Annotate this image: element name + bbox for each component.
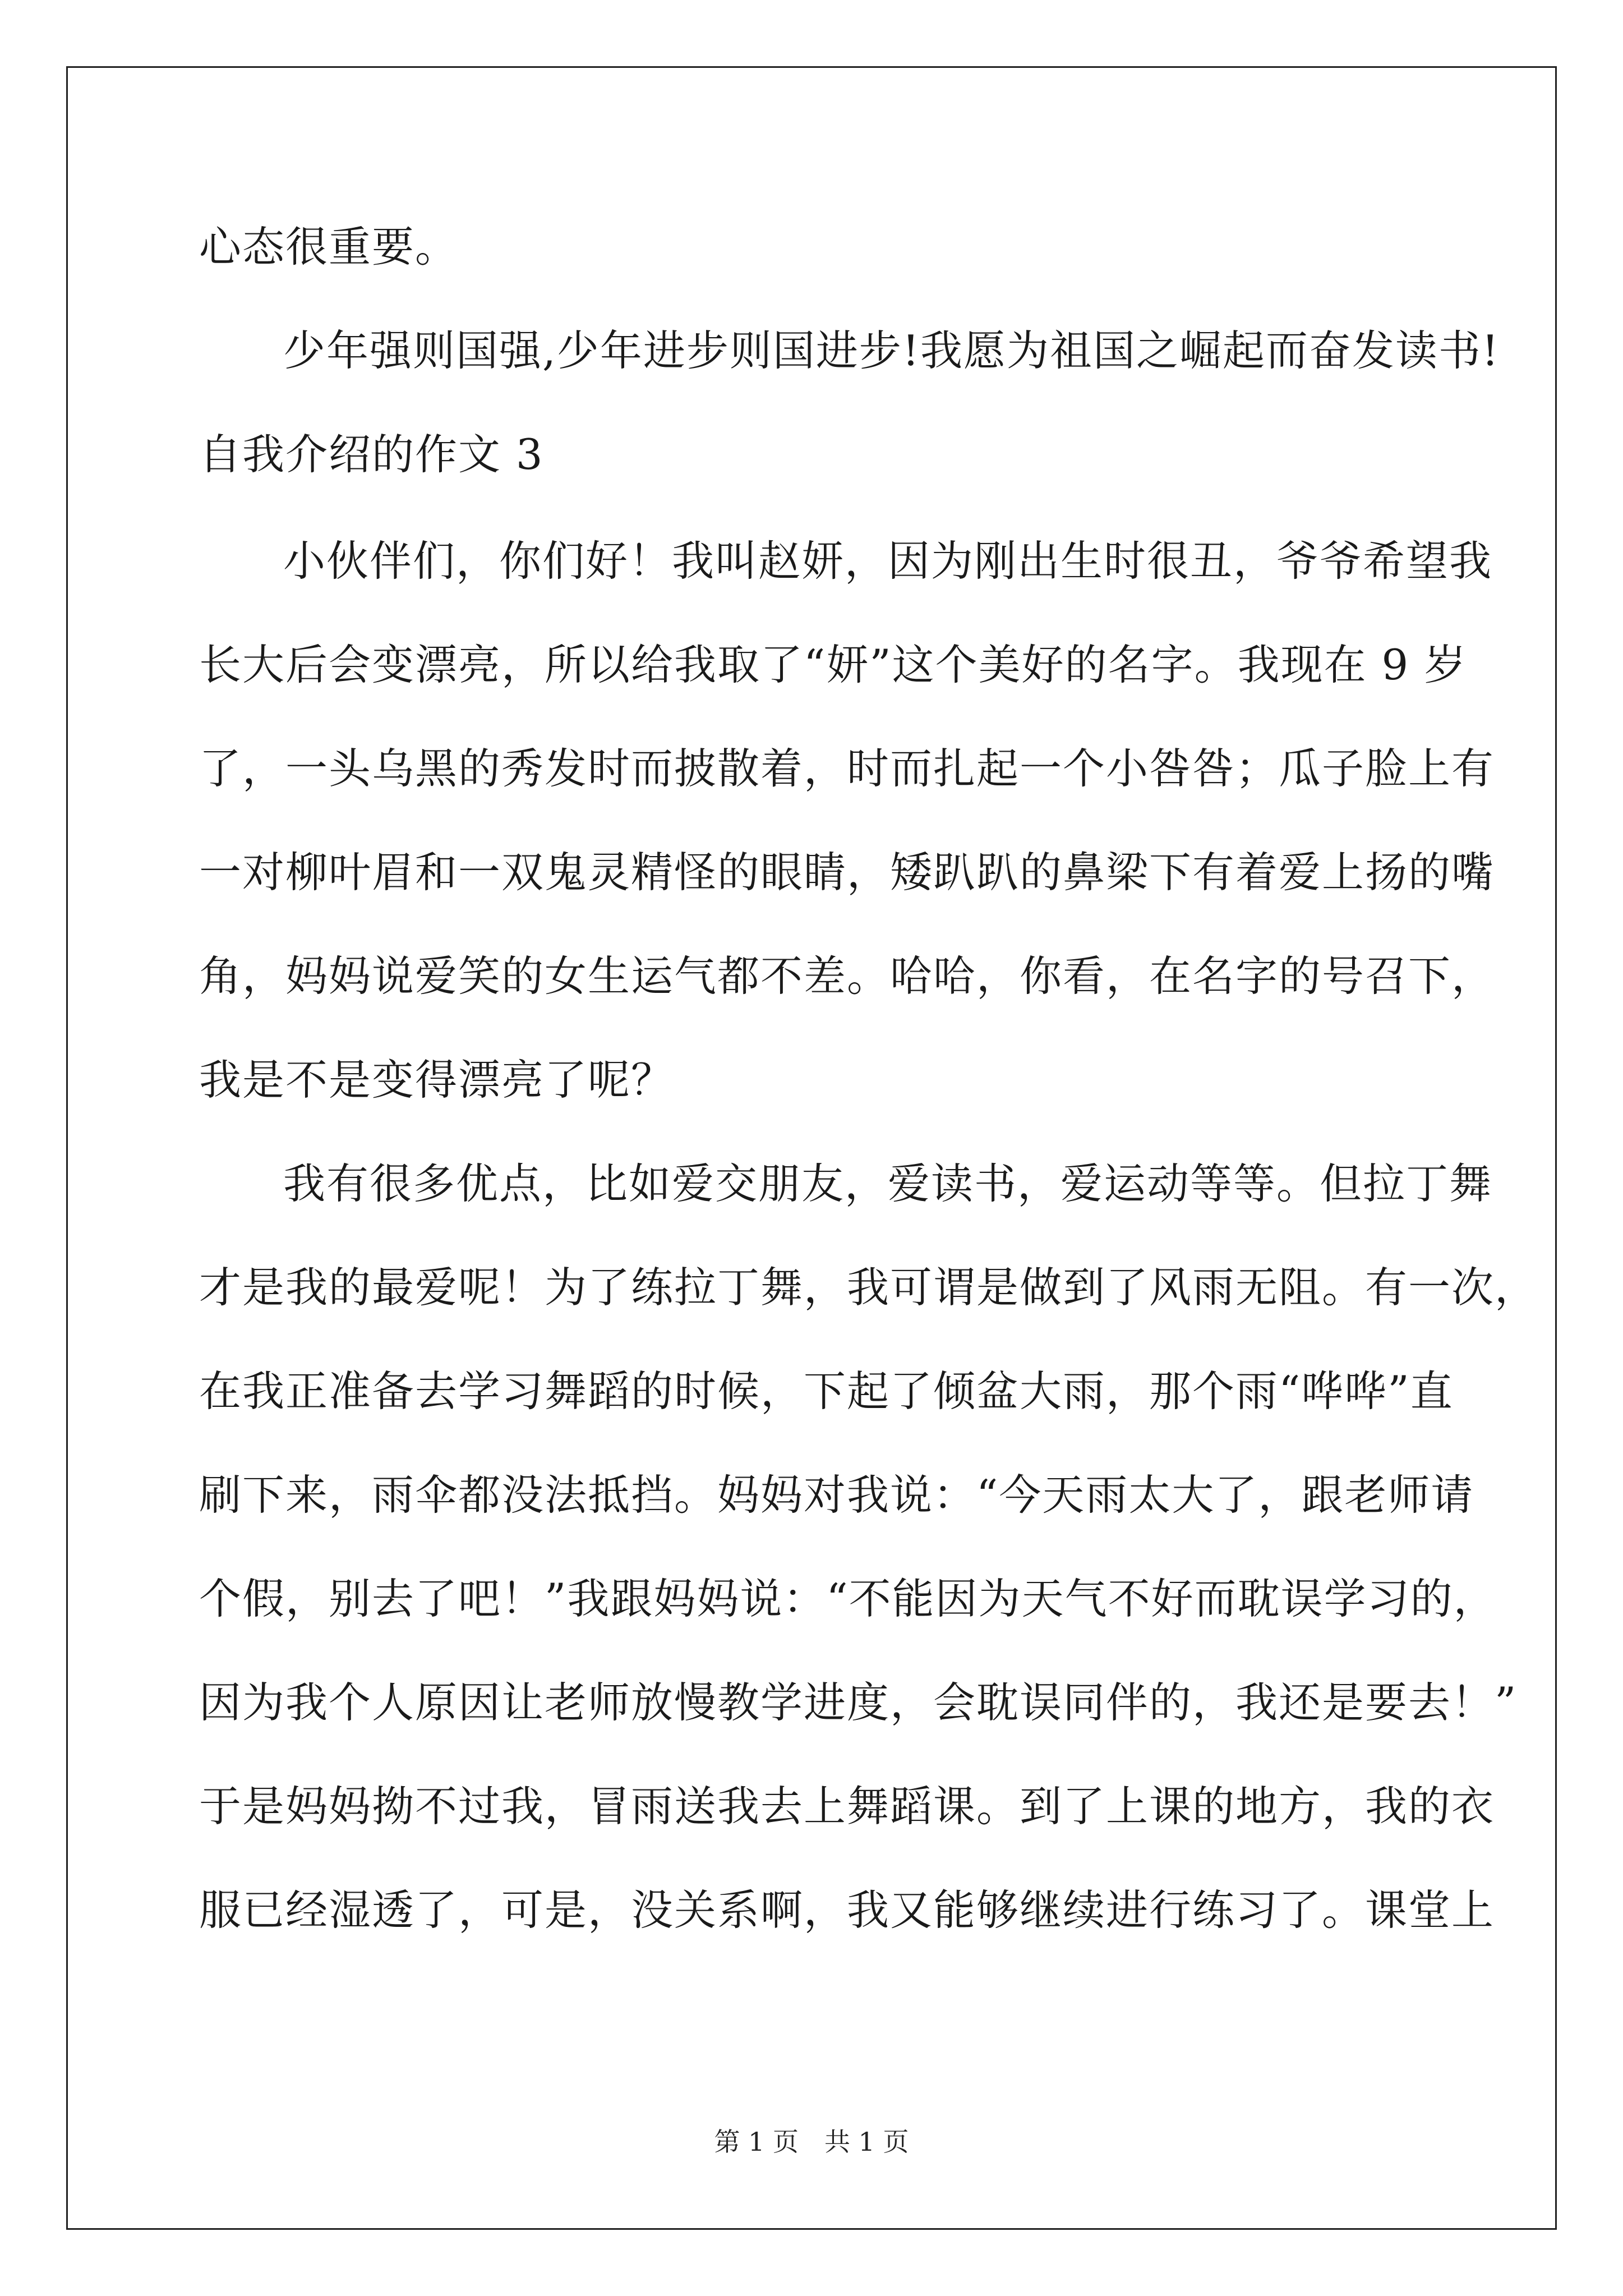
text-line: 个假，别去了吧！”我跟妈妈说：“不能因为天气不好而耽误学习的，	[199, 1574, 1497, 1623]
text-line: 心态很重要。	[199, 222, 459, 272]
text-line: 于是妈妈拗不过我，冒雨送我去上舞蹈课。到了上课的地方，我的衣	[199, 1782, 1495, 1831]
text-line: 刷下来，雨伞都没法抵挡。妈妈对我说：“今天雨太大了，跟老师请	[199, 1470, 1474, 1520]
text-line: 因为我个人原因让老师放慢教学进度，会耽误同伴的，我还是要去！”	[199, 1678, 1518, 1727]
text-line: 长大后会变漂亮，所以给我取了“妍”这个美好的名字。我现在 9 岁	[199, 640, 1468, 689]
text-line: 小伙伴们，你们好！我叫赵妍，因为刚出生时很丑，爷爷希望我	[283, 536, 1493, 586]
text-line: 一对柳叶眉和一双鬼灵精怪的眼睛，矮趴趴的鼻梁下有着爱上扬的嘴	[199, 848, 1495, 897]
text-line: 才是我的最爱呢！为了练拉丁舞，我可谓是做到了风雨无阻。有一次，	[199, 1263, 1538, 1312]
section-heading: 自我介绍的作文 3	[199, 430, 544, 479]
text-line: 我有很多优点，比如爱交朋友，爱读书，爱运动等等。但拉丁舞	[283, 1159, 1493, 1208]
text-line: 在我正准备去学习舞蹈的时候，下起了倾盆大雨，那个雨“哗哗”直	[199, 1366, 1454, 1416]
text-line: 了，一头乌黑的秀发时而披散着，时而扎起一个小咎咎；瓜子脸上有	[199, 744, 1495, 793]
page-footer: 第 1 页 共 1 页	[714, 2127, 909, 2157]
text-line: 服已经湿透了，可是，没关系啊，我又能够继续进行练习了。课堂上	[199, 1885, 1495, 1935]
text-line: 我是不是变得漂亮了呢？	[199, 1055, 675, 1105]
text-line: 角，妈妈说爱笑的女生运气都不差。哈哈，你看，在名字的号召下，	[199, 951, 1495, 1001]
text-line: 少年强则国强,少年进步则国进步!我愿为祖国之崛起而奋发读书!	[283, 326, 1500, 375]
